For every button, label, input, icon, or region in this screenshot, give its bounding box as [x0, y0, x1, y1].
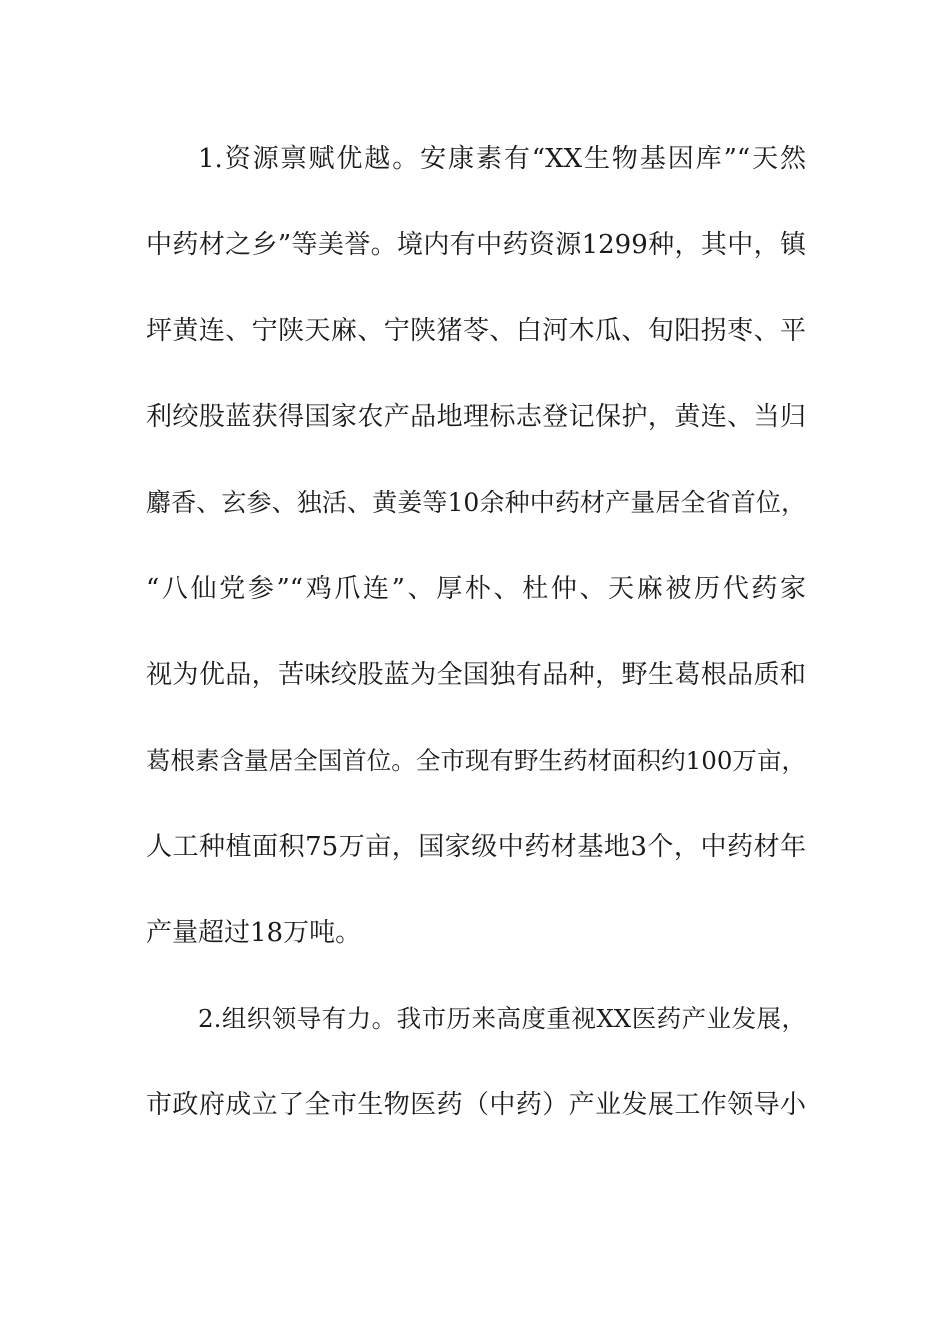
- paragraph-1-line-5: 麝香、玄参、独活、黄姜等10余种中药材产量居全省首位，: [146, 488, 806, 517]
- paragraph-1-line-7: 视为优品，苦味绞股蓝为全国独有品种，野生葛根品质和: [146, 660, 806, 690]
- paragraph-1-line-1: 1.资源禀赋优越。安康素有“XX生物基因库”“天然: [198, 144, 806, 174]
- paragraph-2-line-1: 2.组织领导有力。我市历来高度重视XX医药产业发展，: [198, 1004, 806, 1033]
- paragraph-2-line-2: 市政府成立了全市生物医药（中药）产业发展工作领导小: [146, 1090, 806, 1120]
- paragraph-1-line-6: “八仙党参”“鸡爪连”、厚朴、杜仲、天麻被历代药家: [146, 574, 806, 604]
- paragraph-1-line-3: 坪黄连、宁陕天麻、宁陕猪苓、白河木瓜、旬阳拐枣、平: [146, 316, 806, 346]
- paragraph-1-line-9: 人工种植面积75万亩，国家级中药材基地3个，中药材年: [146, 832, 806, 862]
- paragraph-1-line-10: 产量超过18万吨。: [146, 918, 362, 948]
- paragraph-1-line-2: 中药材之乡”等美誉。境内有中药资源1299种，其中，镇: [146, 230, 806, 260]
- paragraph-1-line-8: 葛根素含量居全国首位。全市现有野生药材面积约100万亩，: [146, 746, 806, 775]
- paragraph-1-line-4: 利绞股蓝获得国家农产品地理标志登记保护，黄连、当归: [146, 402, 806, 432]
